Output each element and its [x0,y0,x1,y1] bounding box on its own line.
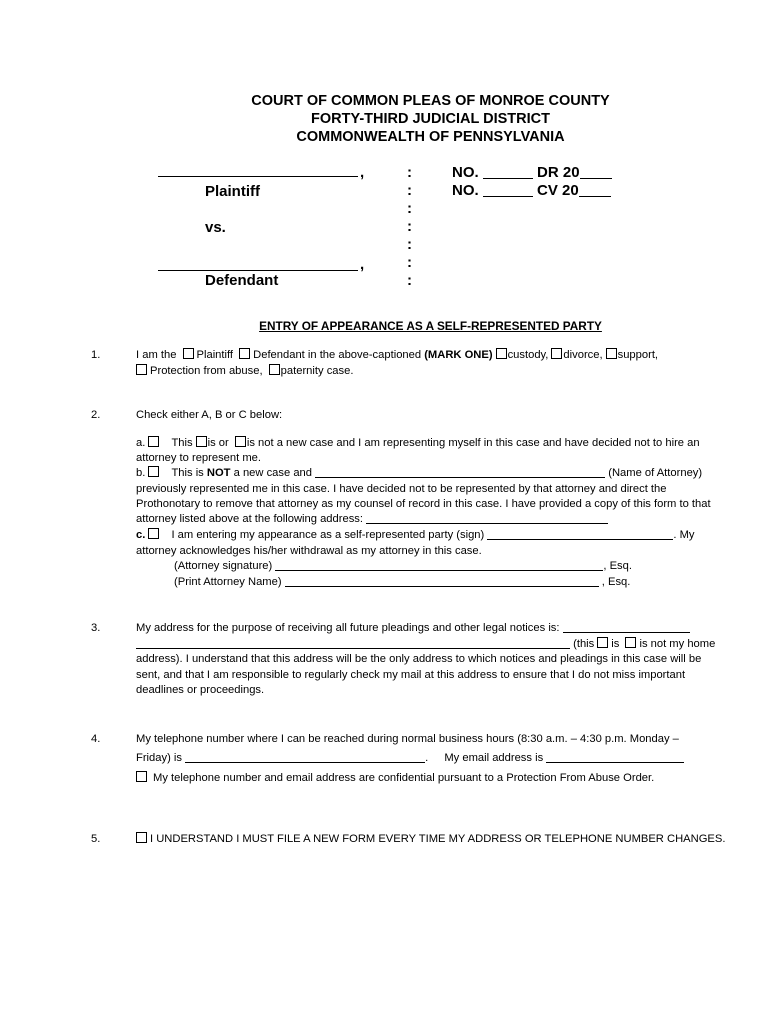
item4-line3: My telephone number and email address are confidential pursuant to a Protection From Abuse Order. [136,771,654,786]
custody-checkbox[interactable] [496,348,507,359]
telephone-field[interactable] [185,751,425,763]
dr-number-field[interactable] [483,167,533,179]
item2-intro: Check either A, B or C below: [136,409,283,421]
plaintiff-comma: , [360,164,365,181]
defendant-checkbox[interactable] [239,348,250,359]
self-signature-field[interactable] [487,528,673,540]
option-b-line2: previously represented me in this case. I have decided not to be represented by that attorney and direct the [136,483,667,495]
option-a-line1: a. This is or is not a new case and I am representing myself in this case and have decided not to hire an [136,437,700,449]
item4-line2: Friday) is . My email address is [136,751,684,766]
item-number: 2. [91,409,101,421]
court-name: COURT OF COMMON PLEAS OF MONROE COUNTY [251,93,610,109]
item3-line2: (this is is not my home [136,637,715,652]
option-b-checkbox[interactable] [148,466,159,477]
address-field-line1[interactable] [563,621,690,633]
acknowledge-checkbox[interactable] [136,832,147,843]
is-not-new-case-checkbox[interactable] [235,436,246,447]
option-b-line3: Prothonotary to remove that attorney as my counsel of record in this case. I have provided a copy of this form to that [136,498,711,510]
divorce-checkbox[interactable] [551,348,562,359]
district-name: FORTY-THIRD JUDICIAL DISTRICT [311,111,550,127]
option-b-line4: attorney listed above at the following address: [136,512,608,527]
cv-number-field[interactable] [483,185,533,197]
cv-year-field[interactable] [579,185,611,197]
plaintiff-checkbox[interactable] [183,348,194,359]
cv-label: CV 20 [537,182,579,199]
caption-colon: : [407,164,412,181]
form-title: ENTRY OF APPEARANCE AS A SELF-REPRESENTED PARTY [259,319,602,333]
caption-colon: : [407,272,412,289]
address-field-line2[interactable] [136,637,570,649]
plaintiff-name-line[interactable] [158,176,358,177]
commonwealth-name: COMMONWEALTH OF PENNSYLVANIA [296,129,565,145]
item1-line2: Protection from abuse, paternity case. [136,364,353,379]
defendant-comma: , [360,256,365,273]
item1-line1: I am the Plaintiff Defendant in the above-captioned (MARK ONE) custody, divorce, support, [136,349,659,361]
option-c-line1: c. I am entering my appearance as a self-represented party (sign) . My [136,529,695,541]
item5-line: I UNDERSTAND I MUST FILE A NEW FORM EVERY TIME MY ADDRESS OR TELEPHONE NUMBER CHANGES. [136,832,725,847]
caption-colon: : [407,236,412,253]
option-c-line2: attorney acknowledges his/her withdrawal as my attorney in this case. [136,545,482,557]
confidential-checkbox[interactable] [136,771,147,782]
option-b-line1: b. This is NOT a new case and (Name of Attorney) [136,467,703,479]
item-number: 1. [91,349,101,361]
caption-colon: : [407,200,412,217]
no-label: NO. [452,164,479,181]
caption-colon: : [407,218,412,235]
vs-label: vs. [205,219,226,236]
item3-line1: My address for the purpose of receiving all future pleadings and other legal notices is: [136,621,690,636]
dr-label: DR 20 [537,164,580,181]
dr-year-field[interactable] [580,167,612,179]
dr-case-number [452,164,612,181]
item-number: 4. [91,733,101,745]
attorney-print-name-field[interactable] [285,575,599,587]
item4-line1: My telephone number where I can be reached during normal business hours (8:30 a.m. – 4:30 p.m. Monday – [136,733,679,745]
caption-colon: : [407,254,412,271]
item-number: 3. [91,622,101,634]
support-checkbox[interactable] [606,348,617,359]
option-a-line2: attorney to represent me. [136,452,261,464]
attorney-signature-row: (Attorney signature) , Esq. [174,560,632,572]
item-number: 5. [91,833,101,845]
is-new-case-checkbox[interactable] [196,436,207,447]
email-field[interactable] [546,751,684,763]
pfa-checkbox[interactable] [136,364,147,375]
item3-line3: address). I understand that this address will be the only address to which notices and pleadings in this case will be [136,653,702,665]
defendant-label: Defendant [205,272,279,289]
attorney-print-name-row: (Print Attorney Name) , Esq. [174,576,631,588]
attorney-signature-field[interactable] [275,559,603,571]
is-home-address-checkbox[interactable] [597,637,608,648]
option-c-checkbox[interactable] [148,528,159,539]
no-label: NO. [452,182,479,199]
option-a-checkbox[interactable] [148,436,159,447]
is-not-home-address-checkbox[interactable] [625,637,636,648]
paternity-checkbox[interactable] [269,364,280,375]
cv-case-number [452,182,611,199]
defendant-name-line[interactable] [158,270,358,271]
attorney-name-field[interactable] [315,466,605,478]
attorney-address-field[interactable] [366,512,608,524]
item3-line4: sent, and that I am responsible to regularly check my mail at this address to ensure that I do not miss important [136,669,686,681]
plaintiff-label: Plaintiff [205,183,260,200]
caption-colon: : [407,182,412,199]
item3-line5: deadlines or proceedings. [136,684,265,696]
